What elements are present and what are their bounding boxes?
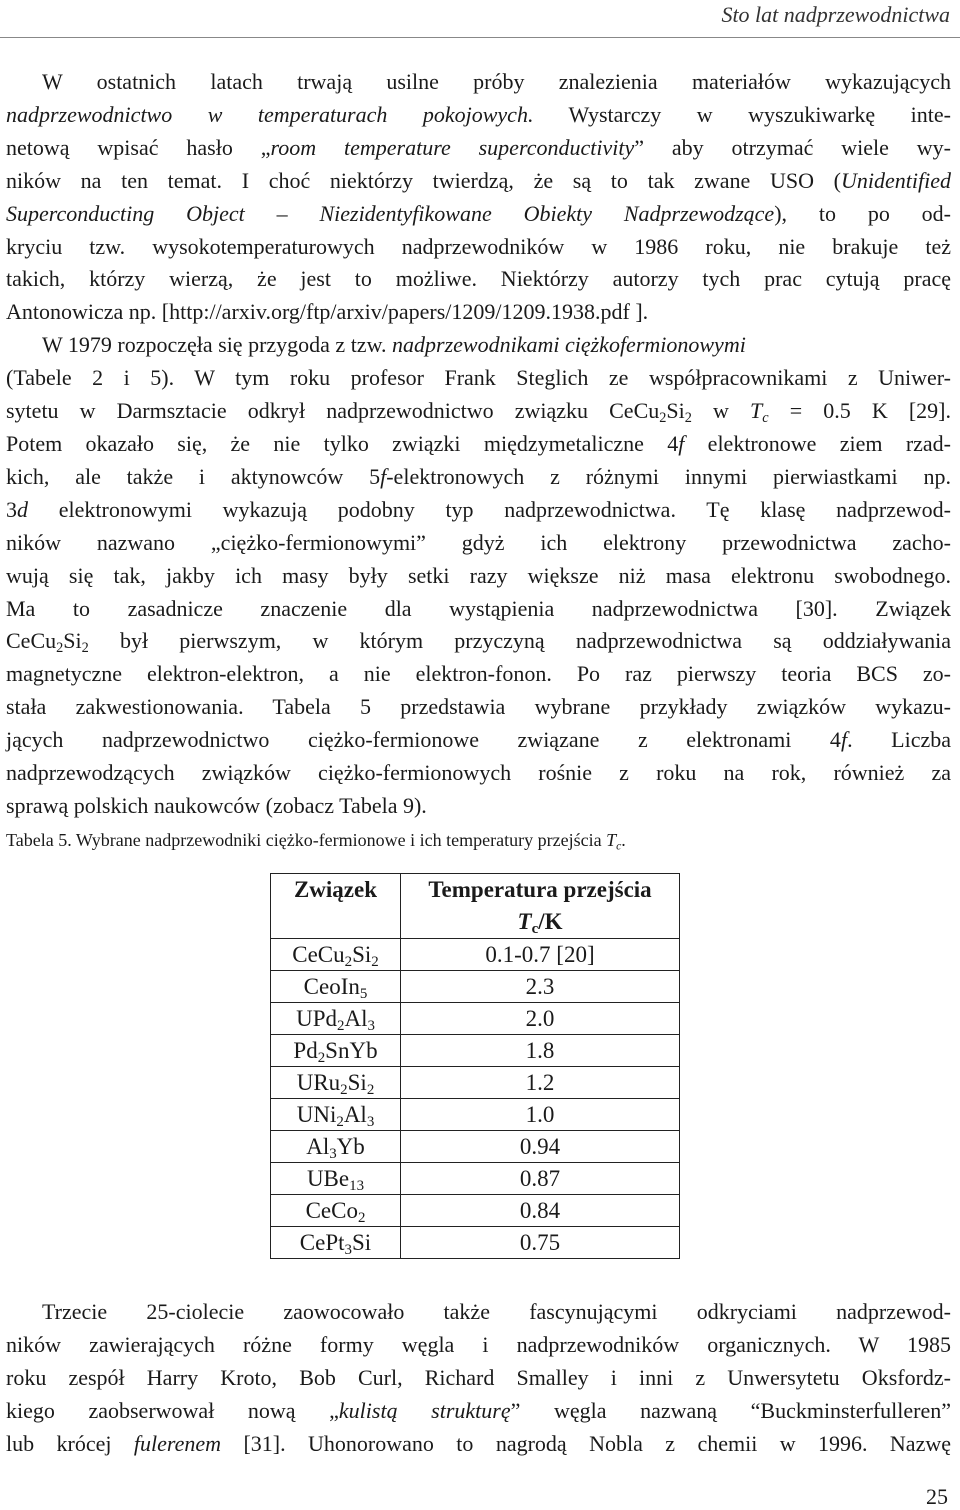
text-line: Trzecie 25-ciolecie zaowocowało także fascynującymi odkryciami nadprzewod- [42,1299,951,1324]
text-line: netową wpisać hasło „room temperature superconductivity” aby otrzymać wiele wy- [6,134,951,160]
temperature-cell: 0.87 [401,1163,680,1195]
temperature-cell: 0.1-0.7 [20] [401,939,680,971]
page-number: 25 [926,1484,948,1509]
text-line: roku zespół Harry Kroto, Bob Curl, Richard Smalley i inni z Unwersytetu Oksfordz- [6,1364,951,1390]
text-line: jących nadprzewodnictwo ciężko-fermionowe związane z elektronami 4f. Liczba [6,727,951,753]
paragraph-1 [6,66,951,823]
compound-cell: CeCo$_2$ [271,1195,401,1227]
column-header-temperature: Temperatura przejścia $T_c/K$ [401,874,680,939]
text-line: kich, ale także i aktynowców 5f-elektronowych z różnymi innymi pierwiastkami np. [6,463,951,489]
compound-cell: CePt$_3$Si [271,1227,401,1259]
compound-cell: $CeCu_2Si_2$ [271,939,401,971]
text-line: kryciu tzw. wysokotemperaturowych nadprzewodników w 1986 roku, nie brakuje też [6,233,951,259]
compound-cell: CeoIn$_5$ [271,971,401,1003]
text-line: wują się tak, jakby ich masy były setki razy większe niż masa elektronu swobodnego. [6,562,951,588]
text-line: lub krócej fulerenem [31]. Uhonorowano to nagrodą Nobla z chemii w 1996. Nazwę [6,1430,951,1456]
temperature-cell: 0.75 [401,1227,680,1259]
text-line: ników na ten temat. I choć niektórzy twierdzą, że są to tak zwane USO (Unidentified [6,167,951,193]
compound-cell: UBe$_{13}$ [271,1163,401,1195]
compound-cell: $Al_3Yb$ [271,1131,401,1163]
text-line: ników nazwano „ciężko-fermionowymi” gdyż ich elektrony przewodnictwa zacho- [6,529,951,555]
temperature-cell: 1.0 [401,1099,680,1131]
compound-cell: $UNi_2Al_3$ [271,1099,401,1131]
temperature-cell: 0.94 [401,1131,680,1163]
table-caption: Tabela 5. Wybrane nadprzewodniki ciężko-fermionowe i ich temperatury przejścia $T_c$. [6,830,626,853]
temperature-cell: 1.8 [401,1035,680,1067]
table-row [271,1067,680,1099]
table-row [271,1227,680,1259]
table-row [271,971,680,1003]
compound-cell: $URu_2Si_2$ [271,1067,401,1099]
text-line: Potem okazało się, że nie tylko związki międzymetaliczne 4f elektronowe ziem rzad- [6,430,951,456]
temperature-cell: 1.2 [401,1067,680,1099]
table-row [271,1131,680,1163]
temperature-cell: 2.3 [401,971,680,1003]
compound-cell: $UPd_2Al_3$ [271,1003,401,1035]
text-line: Ma to zasadnicze znaczenie dla wystąpienia nadprzewodnictwa [30]. Związek [6,595,951,621]
temperature-cell: 0.84 [401,1195,680,1227]
table-row [271,1099,680,1131]
text-line: Superconducting Object – Niezidentyfikowane Obiekty Nadprzewodzące), to po od- [6,200,952,226]
compound-cell: $Pd_2SnYb$ [271,1035,401,1067]
text-line: sprawą polskich naukowców (zobacz Tabela 9). [6,792,427,818]
text-line: stała zakwestionowania. Tabela 5 przedstawia wybrane przykłady związków wykazu- [6,694,951,720]
header-rule [0,37,960,38]
table-row [271,939,680,971]
text-line: takich, którzy wierzą, że jest to możliwe. Niektórzy autorzy tych prac cytują pracę [6,266,951,292]
text-line: kiego zaobserwował nową „kulistą strukturę” węgla nazwaną “Buckminsterfulleren” [6,1397,951,1423]
text-line: W ostatnich latach trwają usilne próby znalezienia materiałów wykazujących [42,69,951,94]
text-line: W 1979 rozpoczęła się przygoda z tzw. nadprzewodnikami ciężkofermionowymi [42,332,746,358]
table-row [271,1003,680,1035]
table-row [271,1163,680,1195]
temperature-cell: 2.0 [401,1003,680,1035]
table-header-row [271,874,680,939]
paragraph-3 [6,1296,951,1461]
text-line: Antonowicza np. [http://arxiv.org/ftp/arxiv/papers/1209/1209.1938.pdf ]. [6,299,649,325]
running-header: Sto lat nadprzewodnictwa [721,2,950,27]
text-line: nadprzewodzących związków ciężko-fermionowych rośnie z roku na rok, również za [6,760,951,786]
text-line: sytetu w Darmsztacie odkrył nadprzewodnictwo związku $CeCu_2Si_2$ w $T_c = 0.5$ K [29]. [6,398,952,427]
text-line: $CeCu_2Si_2$ był pierwszym, w którym przyczyną nadprzewodnictwa są oddziaływania [6,628,951,657]
table-row [271,1035,680,1067]
text-line: 3d elektronowymi wykazują podobny typ nadprzewodnictwa. Tę klasę nadprzewod- [6,496,951,522]
text-line: magnetyczne elektron-elektron, a nie elektron-fonon. Po raz pierwszy teoria BCS zo- [6,661,951,687]
text-line: nadprzewodnictwo w temperaturach pokojowych. Wystarczy w wyszukiwarkę inte- [6,101,951,127]
text-line: ników zawierających różne formy węgla i nadprzewodników organicznych. W 1985 [6,1331,951,1357]
column-header-compound: Związek [271,874,401,939]
text-line: (Tabele 2 i 5). W tym roku profesor Frank Steglich ze współpracownikami z Uniwer- [6,365,951,391]
superconductor-table [270,873,680,1259]
table-row [271,1195,680,1227]
